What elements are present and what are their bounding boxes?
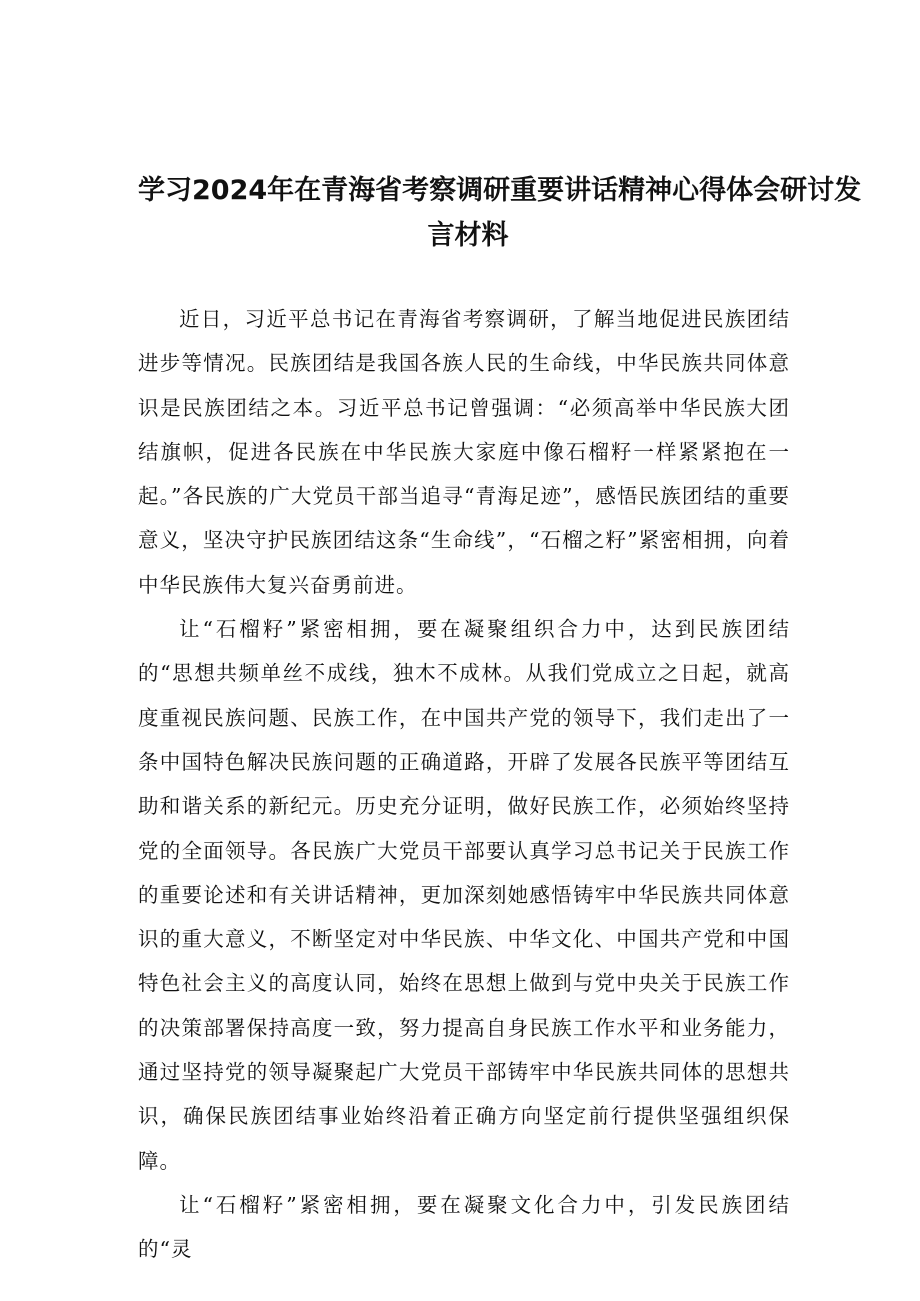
paragraph-2: 让“石榴籽”紧密相拥，要在凝聚组织合力中，达到民族团结的“思想共频单丝不成线，独木不成林。从我们党成立之日起，就高度重视民族问题、民族工作，在中国共产党的领导下，我们走出了一条中国特色解决民族问题的正确道路，开辟了发展各民族平等团结互助和谐关系的新纪元。历史充分证明，做好民族工作，必须始终坚持党的全面领导。各民族广大党员干部要认真学习总书记关于民族工作的重要论述和有关讲话精神，更加深刻她感悟铸牢中华民族共同体意识的重大意义，不断坚定对中华民族、中华文化、中国共产党和中国特色社会主义的高度认同，始终在思想上做到与党中央关于民族工作的决策部署保持高度一致，努力提高自身民族工作水平和业务能力，通过坚持党的领导凝聚起广大党员干部铸牢中华民族共同体的思想共识，确保民族团结事业始终沿着正确方向坚定前行提供坚强组织保障。 <box>138 617 790 1173</box>
document-title <box>138 168 862 258</box>
document-body <box>138 297 790 1272</box>
paragraph-1: 近日，习近平总书记在青海省考察调研，了解当地促进民族团结进步等情况。民族团结是我国各族人民的生命线，中华民族共同体意识是民族团结之本。习近平总书记曾强调：“必须高举中华民族大团结旗帜，促进各民族在中华民族大家庭中像石榴籽一样紧紧抱在一起。”各民族的广大党员干部当追寻“青海足迹”，感悟民族团结的重要意义，坚决守护民族团结这条“生命线”，“石榴之籽”紧密相拥，向着中华民族伟大复兴奋勇前进。 <box>138 307 790 597</box>
title-line-1: 学习2024年在青海省考察调研重要讲话精神心得体会研讨发 <box>138 175 862 206</box>
paragraph-3: 让“石榴籽”紧密相拥，要在凝聚文化合力中，引发民族团结的“灵 <box>138 1192 790 1262</box>
title-line-2: 言材料 <box>427 220 509 251</box>
